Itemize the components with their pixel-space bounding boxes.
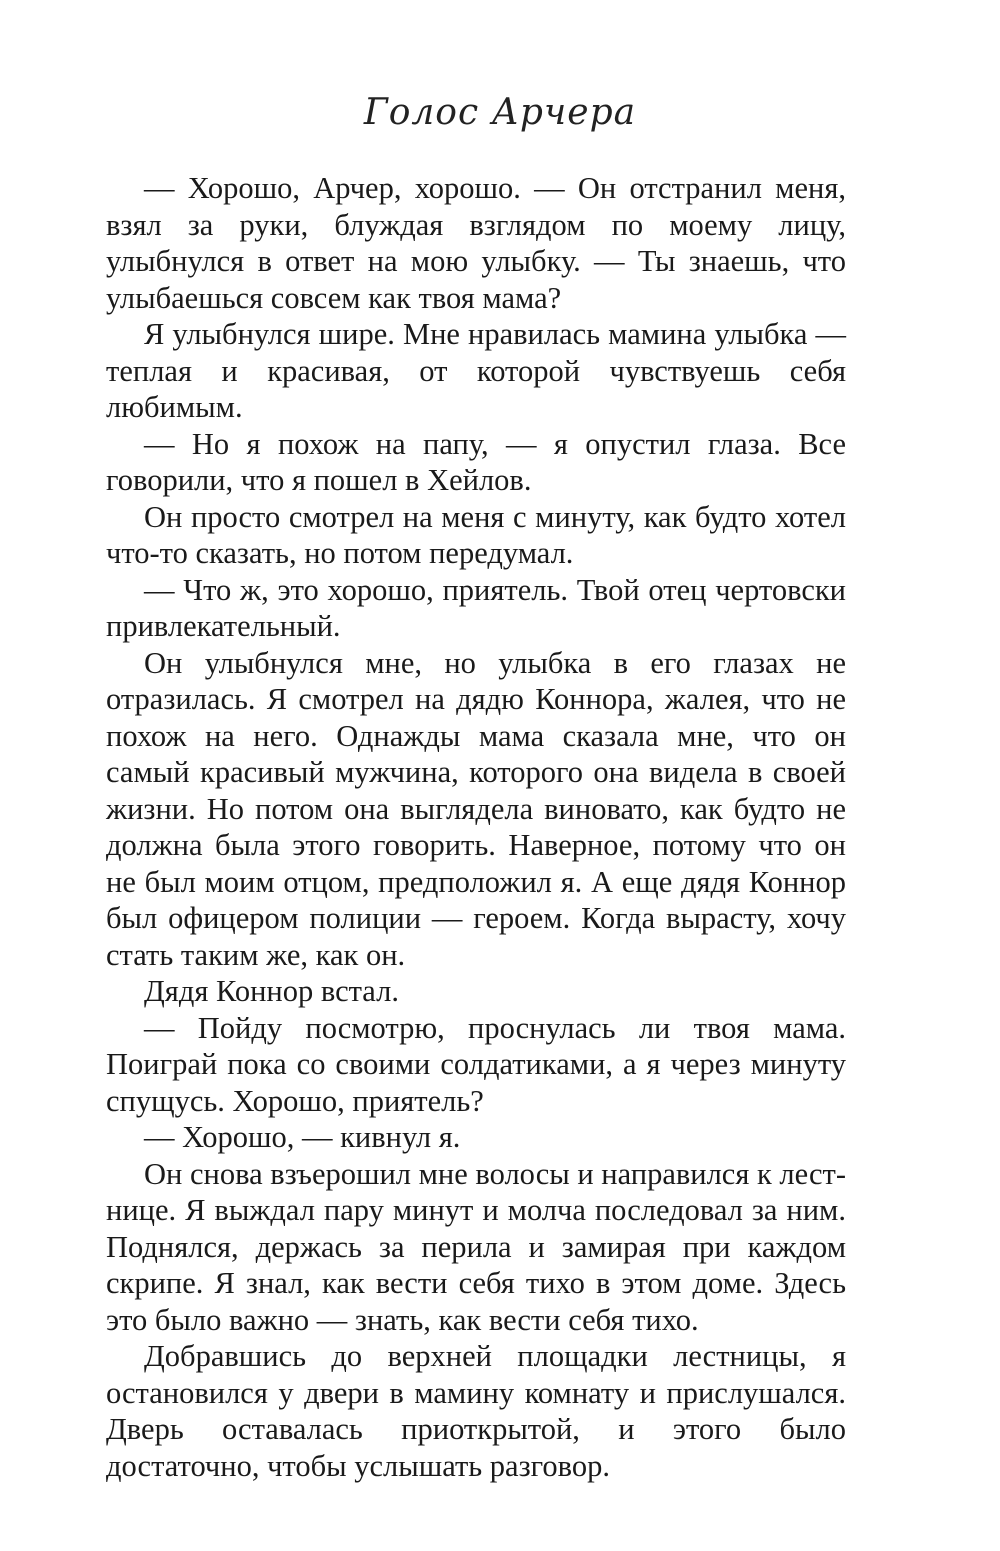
paragraph: Он улыбнулся мне, но улыбка в его глазах не отразилась. Я смотрел на дядю Коннора, жалея, что не похож на него. Однажды мама сказала мне, что он самый красивый мужчина, которого она видела в своей жизни. Но потом она выглядела виновато, как будто не должна была этого говорить. Наверное, потому что он не был моим отцом, предположил я. А еще дядя Коннор был офицером полиции — героем. Когда вырасту, хочу стать таким же, как он. xyxy=(106,645,846,972)
running-header: Голос Арчера xyxy=(363,92,637,133)
body-text xyxy=(106,170,846,1484)
paragraph: Я улыбнулся шире. Мне нравилась мамина улыбка — теплая и красивая, от которой чувствуешь себя любимым. xyxy=(106,317,846,424)
paragraph: — Хорошо, — кивнул я. xyxy=(144,1120,461,1154)
paragraph: Он снова взъерошил мне волосы и направился к лестнице. Я выждал пару минут и молча последовал за ним. Поднялся, держась за перила и замирая при каждом скрипе. Я знал, как вести себя тихо в этом доме. Здесь это было важно — знать, как вести себя тихо. xyxy=(106,1156,846,1337)
paragraph: Дядя Коннор встал. xyxy=(144,974,399,1008)
paragraph: — Но я похож на папу, — я опустил глаза. Все говорили, что я пошел в Хейлов. xyxy=(106,426,846,497)
paragraph: — Что ж, это хорошо, приятель. Твой отец чертовски привлекательный. xyxy=(106,572,846,643)
paragraph: — Хорошо, Арчер, хорошо. — Он отстранил меня, взял за руки, блуждая взглядом по моему лицу, улыбнулся в ответ на мою улыбку. — Ты знаешь, что улыбаешься совсем как твоя мама? xyxy=(106,171,846,315)
paragraph: — Пойду посмотрю, проснулась ли твоя мама. Поиграй пока со своими солдатиками, а я через минуту спущусь. Хорошо, приятель? xyxy=(106,1010,846,1118)
paragraph: Он просто смотрел на меня с минуту, как будто хотел что-то сказать, но потом передумал. xyxy=(106,499,846,570)
paragraph: Добравшись до верхней площадки лестницы, я остановился у двери в мамину комнату и прислушался. Дверь оставалась приоткрытой, и этого было достаточно, чтобы услышать разговор. xyxy=(106,1339,846,1483)
